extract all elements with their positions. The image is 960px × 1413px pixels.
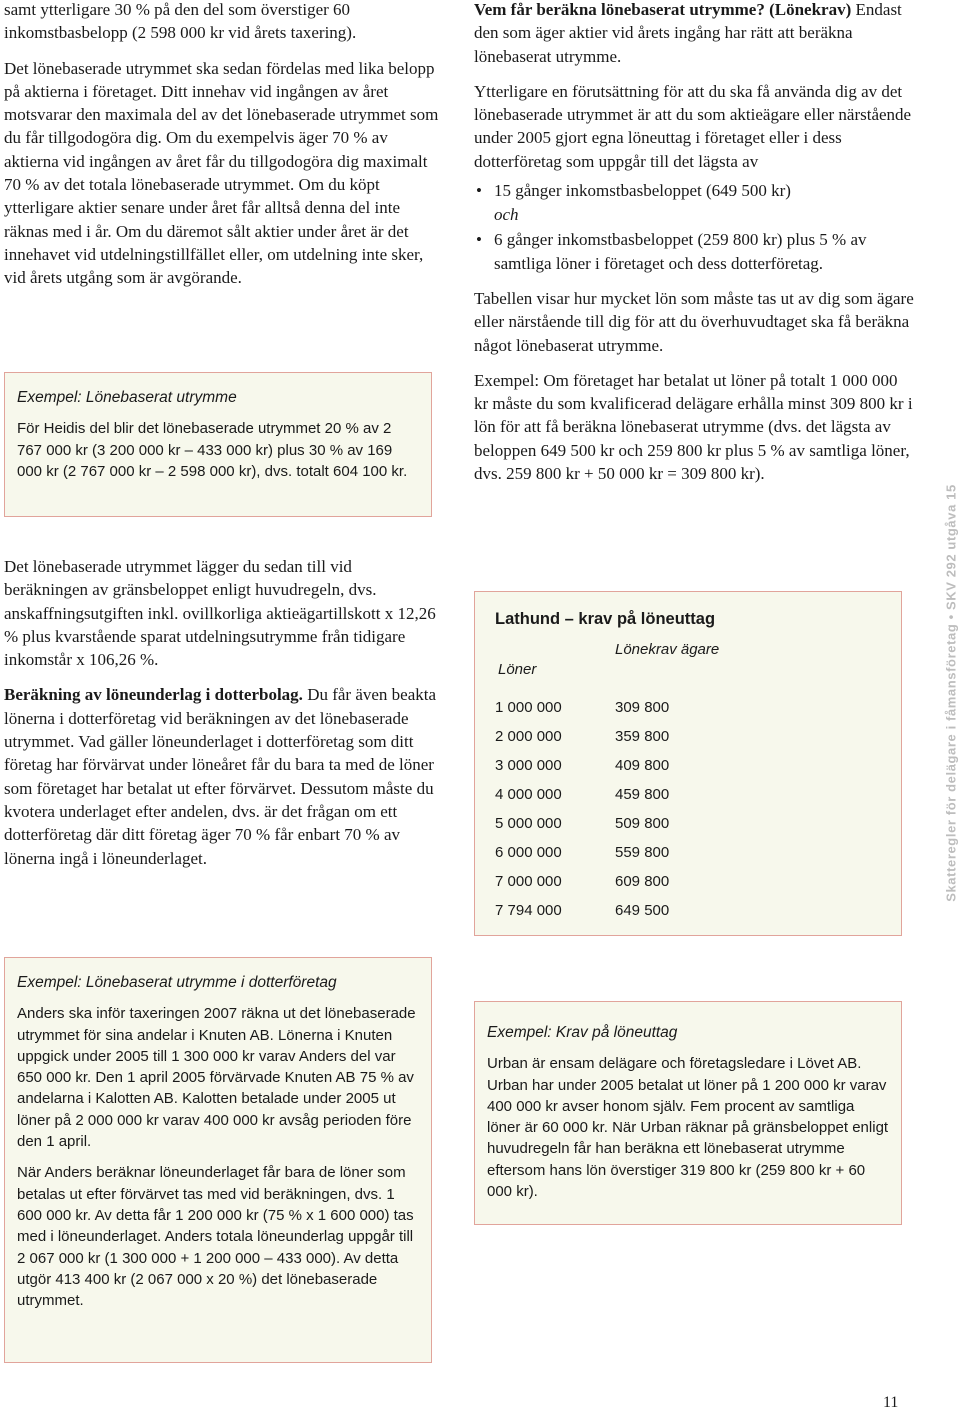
- lathund-rows: [495, 699, 889, 931]
- requirement-item-2: • 6 gånger inkomstbasbeloppet (259 800 kr) plus 5 % av samtliga löner i företaget och dess dotterföretag.: [474, 228, 914, 275]
- lathund-lonekrav-value: 359 800: [615, 728, 670, 745]
- left-column: [4, 0, 440, 290]
- left-paragraph-1: samt ytterligare 30 % på den del som överstiger 60 inkomstbasbelopp (2 598 000 kr vid årets taxering).: [4, 0, 357, 43]
- left-paragraph-4: [4, 683, 440, 869]
- example-box-urban: [474, 1001, 902, 1225]
- lathund-lonekrav-value: 309 800: [615, 699, 670, 716]
- table-row: [495, 902, 889, 931]
- example-anders-paragraph-2: När Anders beräknar löneunderlaget får bara de löner som betalas ut efter förvärvet tas med vid beräkningen, dvs. 1 600 000 kr. Av detta får 1 200 000 kr (75 % x 1 600 000) tas med i löneunderlaget. Anders totala löneunderlag uppgår till 2 067 000 kr (1 300 000 + 1 200 000 – 433 000). Av detta utgör 413 400 kr (2 067 000 x 20 %) det lönebaserade utrymmet.: [17, 1164, 414, 1310]
- right-paragraph-1: [474, 0, 914, 68]
- left-paragraph-3: Det lönebaserade utrymmet lägger du sedan till vid beräkningen av gränsbeloppet enligt huvudregeln, dvs. anskaffningsutgiften inkl. ovillkorliga aktieägartillskott x 12,26 % plus kvarstående sparat utdelningsutrymme från tidigare inkomstår x 106,26 %.: [4, 557, 436, 670]
- right-paragraph-3: Tabellen visar hur mycket lön som måste tas ut av dig som ägare eller närstående till dig för att du överhuvudtaget ska få beräkna något lönebaserat utrymme.: [474, 288, 914, 355]
- right-paragraph-4: Exempel: Om företaget har betalat ut löner på totalt 1 000 000 kr måste du som kvalificerad delägare erhålla minst 309 800 kr i lön för att få beräkna lönebaserat utrymme (dvs. det lägsta av beloppen 649 500 kr och 259 800 kr plus 5 % av samtliga löner, dvs. 259 800 kr + 50 000 kr = 309 800 kr).: [474, 370, 913, 484]
- side-publication-label: Skatteregler för delägare i fåmansföretag • SKV 292 utgåva 15: [943, 484, 959, 902]
- lathund-loner-value: 5 000 000: [495, 815, 562, 832]
- table-row: [495, 815, 889, 844]
- lathund-loner-value: 1 000 000: [495, 699, 562, 716]
- requirement-list-2: [474, 228, 914, 275]
- lathund-header: [495, 639, 889, 683]
- lonekrav-text: Endast den som äger aktier vid årets ingång har rätt att beräkna lönebaserat utrymme.: [474, 0, 902, 66]
- lathund-title: Lathund – krav på löneuttag: [495, 610, 716, 628]
- lathund-loner-value: 2 000 000: [495, 728, 562, 745]
- requirement-list: [474, 179, 914, 202]
- example-urban-text: Urban är ensam delägare och företagsledare i Lövet AB. Urban har under 2005 betalat ut löner på 1 200 000 kr varav 400 000 kr avser honom själv. Fem procent av samtliga löner är 60 000 kr. När Urban räknar på gränsbeloppet enligt huvudregeln får han beräkna ett lönebaserat utrymme eftersom hans lön överstiger 319 800 kr (259 800 kr + 60 000 kr).: [487, 1055, 889, 1201]
- page-number: 11: [883, 1394, 899, 1411]
- lathund-loner-value: 6 000 000: [495, 844, 562, 861]
- lonekrav-heading: Vem får beräkna lönebaserat utrymme? (Lönekrav): [474, 0, 852, 19]
- example-urban-title: Exempel: Krav på löneuttag: [487, 1024, 678, 1041]
- example-heidi-text: För Heidis del blir det lönebaserade utrymmet 20 % av 2 767 000 kr (3 200 000 kr – 433 000 kr) plus 30 % av 169 000 kr (2 767 000 kr – 2 598 000 kr), dvs. totalt 604 100 kr.: [17, 420, 408, 480]
- table-row: [495, 873, 889, 902]
- example-heidi-title: Exempel: Lönebaserat utrymme: [17, 389, 237, 406]
- example-box-heidi: [4, 372, 432, 517]
- example-anders-title: Exempel: Lönebaserat utrymme i dotterföretag: [17, 974, 337, 991]
- lathund-lonekrav-value: 409 800: [615, 757, 670, 774]
- left-column-lower: [4, 555, 440, 870]
- lathund-lonekrav-value: 559 800: [615, 844, 670, 861]
- table-row: [495, 844, 889, 873]
- lathund-lonekrav-value: 649 500: [615, 902, 670, 919]
- lathund-loner-value: 7 000 000: [495, 873, 562, 890]
- lathund-col-loner: Löner: [498, 661, 537, 678]
- lathund-lonekrav-value: 509 800: [615, 815, 670, 832]
- requirement-item-1: • 15 gånger inkomstbasbeloppet (649 500 kr): [474, 179, 914, 202]
- lathund-lonekrav-value: 609 800: [615, 873, 670, 890]
- lathund-loner-value: 7 794 000: [495, 902, 562, 919]
- left-paragraph-2: Det lönebaserade utrymmet ska sedan fördelas med lika belopp på aktierna i företaget. Ditt innehav vid ingången av året motsvarar den maximala del av det lönebaserade utrymmet som du får tillgodogöra dig. Om du exempelvis äger 70 % av aktierna vid ingången av året får du tillgodogöra dig maximalt 70 % av det totala lönebaserade utrymmet. Om du köpt ytterligare aktier senare under året får alltså denna del inte räknas med i år. Om du däremot sålt aktier under året är det innehavet vid utdelningstillfället eller, om utdelning inte sker, vid årets utgång som är avgörande.: [4, 58, 439, 288]
- example-anders-paragraph-1: Anders ska inför taxeringen 2007 räkna ut det lönebaserade utrymmet för sina andelar i Knuten AB. Lönerna i Knuten uppgick under 2005 till 1 300 000 kr varav Anders del var 650 000 kr. Den 1 april 2005 förvärvade Knuten AB 75 % av andelarna i Kalotten AB. Kalotten betalade under 2005 ut löner på 2 000 000 kr varav 400 000 kr avsåg perioden före den 1 april.: [17, 1005, 416, 1151]
- table-row: [495, 786, 889, 815]
- table-row: [495, 757, 889, 786]
- och-connector: och: [494, 205, 519, 225]
- table-row: [495, 728, 889, 757]
- right-column: [474, 0, 914, 485]
- lathund-col-lonekrav: Lönekrav ägare: [615, 641, 720, 658]
- lathund-box: [474, 591, 902, 936]
- example-box-anders: [4, 957, 432, 1363]
- dotterbolag-heading: Beräkning av löneunderlag i dotterbolag.: [4, 685, 303, 705]
- lathund-loner-value: 4 000 000: [495, 786, 562, 803]
- table-row: [495, 699, 889, 728]
- lathund-loner-value: 3 000 000: [495, 757, 562, 774]
- lathund-lonekrav-value: 459 800: [615, 786, 670, 803]
- dotterbolag-text: Du får även beakta lönerna i dotterföretag vid beräkningen av det lönebaserade utrymmet. Vad gäller löneunderlaget i dotterföretag som ditt företag har förvärvat under löneåret får du bara ta med de löner som företaget har betalat ut efter förvärvet. Dessutom måste du kvotera underlaget efter andelen, dvs. är det frågan om ett dotterföretag där ditt företag äger 70 % får enbart 70 % av lönerna ingå i löneunderlaget.: [4, 685, 437, 868]
- right-paragraph-2: Ytterligare en förutsättning för att du ska få använda dig av det lönebaserade utrymmet är att du som aktieägare eller närstående under 2005 gjort egna löneuttag i företaget eller i dess dotterföretag som uppgår till det lägsta av: [474, 81, 912, 171]
